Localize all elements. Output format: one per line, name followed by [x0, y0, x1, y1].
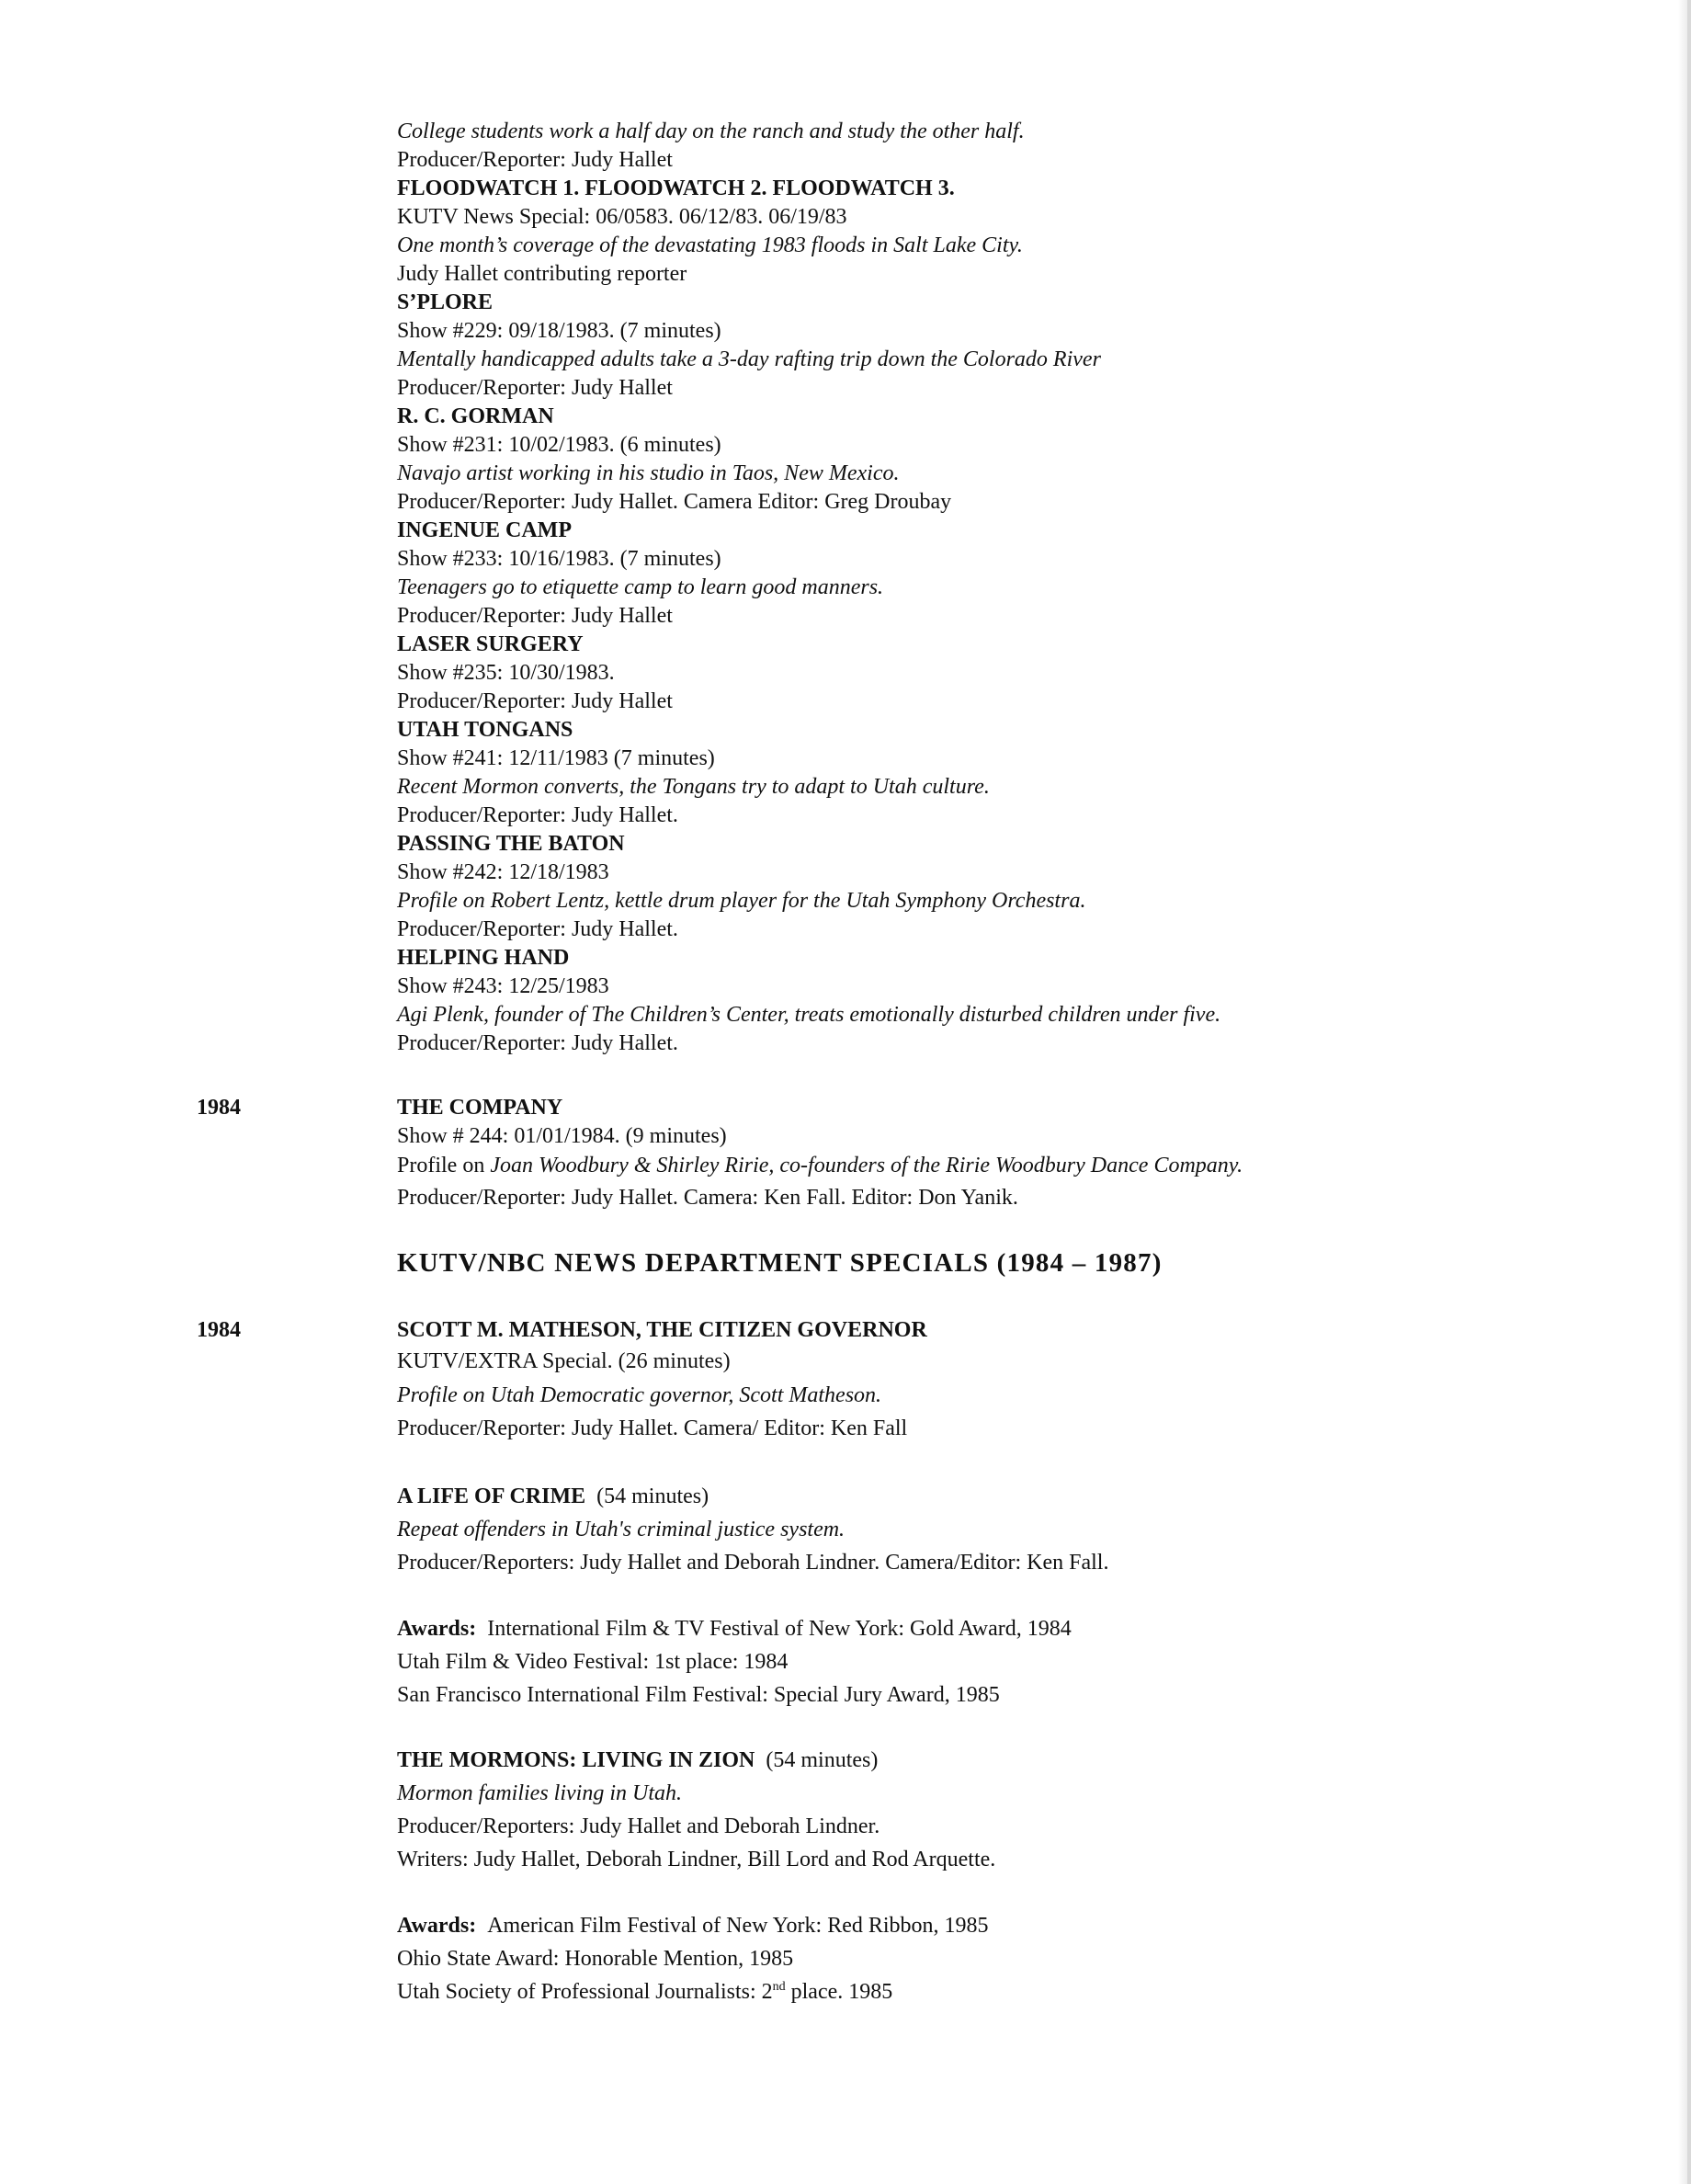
- entry-detail: Producer/Reporter: Judy Hallet: [397, 376, 673, 400]
- profile-italic: Joan Woodbury & Shirley Ririe, co-founders of the Ririe Woodbury Dance Company.: [490, 1154, 1243, 1177]
- award-item: [397, 1975, 1592, 2008]
- entry-description: Profile on Utah Democratic governor, Scott Matheson.: [397, 1383, 882, 1407]
- award-suffix: place. 1985: [785, 1980, 893, 2004]
- entry-detail: Show #235: 10/30/1983.: [397, 661, 615, 685]
- awards-label: Awards:: [397, 1617, 477, 1641]
- award-item: American Film Festival of New York: Red Ribbon, 1985: [487, 1914, 989, 1938]
- award-prefix: Utah Society of Professional Journalists: 2: [397, 1980, 773, 2004]
- entry-detail: Producer/Reporter: Judy Hallet: [397, 148, 673, 172]
- entry-description: Navajo artist working in his studio in Taos, New Mexico.: [397, 461, 900, 485]
- entry-the-company: [397, 1094, 1592, 1215]
- entry-description: Profile on Robert Lentz, kettle drum player for the Utah Symphony Orchestra.: [397, 889, 1086, 913]
- award-item: San Francisco International Film Festival: Special Jury Award, 1985: [397, 1683, 1000, 1707]
- entry-description: Repeat offenders in Utah's criminal justice system.: [397, 1518, 846, 1541]
- entry-detail: Show #242: 12/18/1983: [397, 860, 609, 884]
- entry-detail: Producer/Reporter: Judy Hallet: [397, 689, 673, 713]
- entry-title-line: [397, 1480, 1592, 1513]
- awards-line: [397, 1612, 1592, 1645]
- entry-writers: Writers: Judy Hallet, Deborah Lindner, Bill Lord and Rod Arquette.: [397, 1848, 996, 1871]
- entry-detail: Show #229: 09/18/1983. (7 minutes): [397, 319, 721, 343]
- award-item: International Film & TV Festival of New York: Gold Award, 1984: [487, 1617, 1072, 1641]
- entry-credits: Producer/Reporter: Judy Hallet. Camera/ Editor: Ken Fall: [397, 1416, 908, 1440]
- profile-prefix: Profile on: [397, 1154, 491, 1177]
- entry-description: Mormon families living in Utah.: [397, 1781, 682, 1805]
- spacer: [397, 1876, 1592, 1909]
- entry-detail: Producer/Reporter: Judy Hallet: [397, 604, 673, 628]
- entry-title: THE COMPANY: [397, 1096, 563, 1120]
- year-label: 1984: [197, 1318, 241, 1342]
- entry-detail: Show #243: 12/25/1983: [397, 974, 609, 998]
- entry-description: College students work a half day on the ranch and study the other half.: [397, 119, 1025, 143]
- section-heading: KUTV/NBC NEWS DEPARTMENT SPECIALS (1984 – 1987): [397, 1248, 1163, 1278]
- entry-title: HELPING HAND: [397, 946, 570, 970]
- entry-title: SCOTT M. MATHESON, THE CITIZEN GOVERNOR: [397, 1318, 927, 1342]
- entry-detail: Show #231: 10/02/1983. (6 minutes): [397, 433, 721, 457]
- entry-title: R. C. GORMAN: [397, 404, 554, 428]
- entry-detail: Show #241: 12/11/1983 (7 minutes): [397, 746, 715, 770]
- awards-label: Awards:: [397, 1914, 477, 1938]
- entry-title: S’PLORE: [397, 290, 494, 314]
- entries-1983: [397, 118, 1592, 1058]
- entry-mormons: [397, 1744, 1592, 2008]
- entry-credits: Producer/Reporters: Judy Hallet and Deborah Lindner.: [397, 1814, 880, 1838]
- entry-duration: (54 minutes): [596, 1484, 709, 1508]
- entry-title: FLOODWATCH 1. FLOODWATCH 2. FLOODWATCH 3.: [397, 176, 955, 200]
- entry-title: UTAH TONGANS: [397, 718, 573, 742]
- award-item: Utah Film & Video Festival: 1st place: 1984: [397, 1650, 789, 1674]
- entry-detail: Producer/Reporter: Judy Hallet.: [397, 803, 678, 827]
- year-label: 1984: [197, 1096, 241, 1120]
- entry-title: A LIFE OF CRIME: [397, 1484, 586, 1508]
- entry-description: Agi Plenk, founder of The Children’s Center, treats emotionally disturbed children under five.: [397, 1003, 1221, 1027]
- entry-title: THE MORMONS: LIVING IN ZION: [397, 1748, 755, 1772]
- entry-life-of-crime: [397, 1480, 1592, 1712]
- entry-description: Recent Mormon converts, the Tongans try to adapt to Utah culture.: [397, 775, 990, 799]
- entry-detail: Producer/Reporter: Judy Hallet. Camera Editor: Greg Droubay: [397, 490, 952, 514]
- award-sup: nd: [772, 1980, 786, 1994]
- spacer: [397, 1579, 1592, 1612]
- entry-detail: KUTV News Special: 06/0583. 06/12/83. 06/19/83: [397, 205, 847, 229]
- awards-line: [397, 1909, 1592, 1942]
- entry-matheson: [397, 1316, 1592, 1445]
- entry-title: PASSING THE BATON: [397, 832, 625, 856]
- entry-show: Show # 244: 01/01/1984. (9 minutes): [397, 1124, 727, 1148]
- entry-credits: Producer/Reporters: Judy Hallet and Deborah Lindner. Camera/Editor: Ken Fall.: [397, 1551, 1109, 1575]
- entry-special: KUTV/EXTRA Special. (26 minutes): [397, 1349, 731, 1373]
- entry-profile: [397, 1151, 1592, 1181]
- entry-title: INGENUE CAMP: [397, 518, 572, 542]
- entry-detail: Producer/Reporter: Judy Hallet.: [397, 917, 678, 941]
- entry-description: One month’s coverage of the devastating 1983 floods in Salt Lake City.: [397, 233, 1023, 257]
- award-item: Ohio State Award: Honorable Mention, 1985: [397, 1947, 794, 1971]
- entry-credits: Producer/Reporter: Judy Hallet. Camera: Ken Fall. Editor: Don Yanik.: [397, 1186, 1018, 1210]
- page-edge: [1687, 0, 1691, 2184]
- page-shadow: [1678, 0, 1687, 2184]
- entry-description: Mentally handicapped adults take a 3-day rafting trip down the Colorado River: [397, 347, 1101, 371]
- entry-detail: Show #233: 10/16/1983. (7 minutes): [397, 547, 721, 571]
- entry-title-line: [397, 1744, 1592, 1777]
- entry-duration: (54 minutes): [766, 1748, 879, 1772]
- entry-title: LASER SURGERY: [397, 632, 584, 656]
- entry-detail: Judy Hallet contributing reporter: [397, 262, 687, 286]
- entry-description: Teenagers go to etiquette camp to learn good manners.: [397, 575, 884, 599]
- entry-detail: Producer/Reporter: Judy Hallet.: [397, 1031, 678, 1055]
